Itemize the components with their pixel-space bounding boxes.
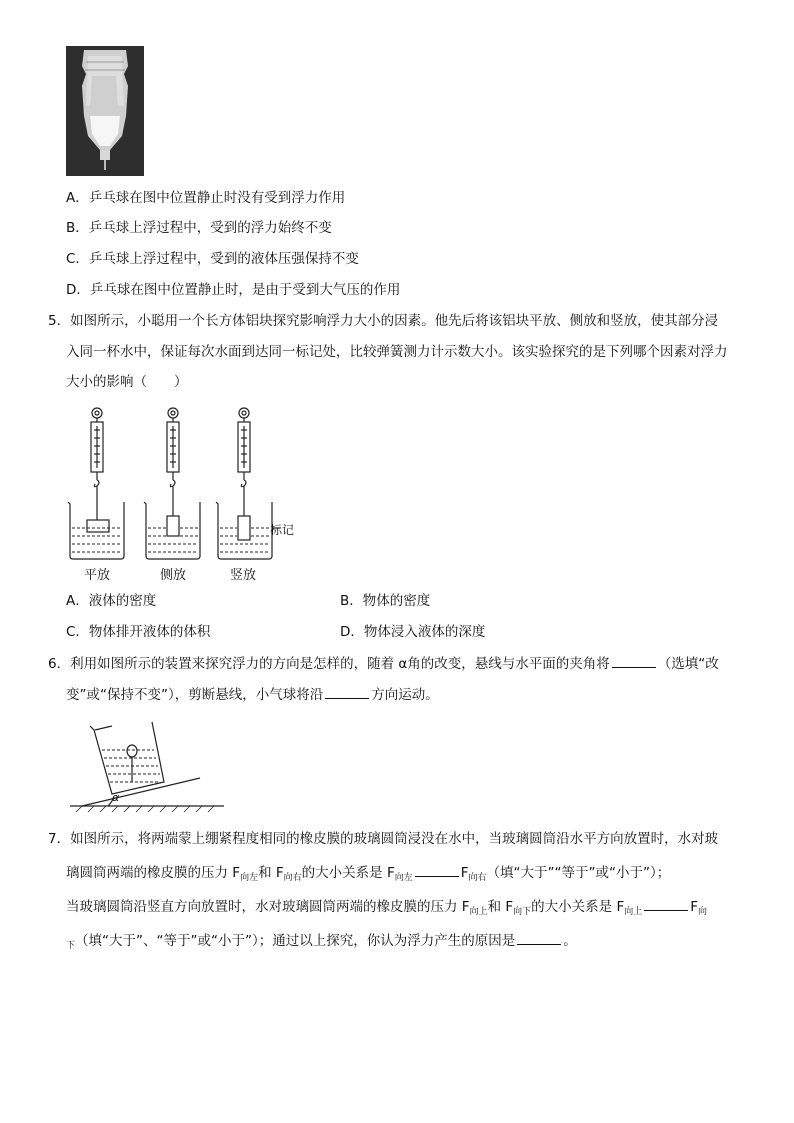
label-mark: 标记 [270,523,295,537]
q7-stem-line1: 7．如图所示，将两端蒙上绷紧程度相同的橡皮膜的玻璃圆筒浸没在水中，当玻璃圆筒沿水平方向放置时，水对玻 [48,831,719,847]
bottle-photo [66,46,144,176]
q6-stem-line2: 变”或“保持不变”），剪断悬线，小气球将沿 方向运动。 [66,684,439,705]
q4-option-b: B．乒乓球上浮过程中，受到的浮力始终不变 [66,220,332,236]
tilted-beaker-figure [68,718,228,814]
angle-label: α [112,791,120,804]
q5-option-a: A．液体的密度 [66,593,157,609]
label-vertical: 竖放 [230,568,257,583]
q7-stem-line3: 当玻璃圆筒沿竖直方向放置时，水对玻璃圆筒两端的橡皮膜的压力 $F_{向上}$和 $F_{向下}$的大小关系是 $F_{向上}$ $F_向$ [66,896,707,922]
q6-stem-line1: 6．利用如图所示的装置来探究浮力的方向是怎样的，随着 α角的改变，悬线与水平面的夹角将 （选填“改 [48,653,719,674]
q5-stem-line1: 5．如图所示，小聪用一个长方体铝块探究影响浮力大小的因素。他先后将该铝块平放、侧放和竖放，使其部分浸 [48,313,719,329]
q6-blank-1[interactable] [612,653,656,668]
q7-stem-line2: 璃圆筒两端的橡皮膜的压力 $F_{向左}$和 $F_{向右}$的大小关系是 $F_{向左}$ $F_{向右}$（填“大于”“等于”或“小于”）； [66,862,670,888]
q5-option-c: C．物体排开液体的体积 [66,624,211,640]
q4-option-d: D．乒乓球在图中位置静止时，是由于受到大气压的作用 [66,282,401,298]
q7-blank-3[interactable] [517,930,561,945]
q5-stem-line3: 大小的影响（ ） [66,374,188,390]
q7-blank-1[interactable] [415,862,459,877]
q4-option-a: A．乒乓球在图中位置静止时没有受到浮力作用 [66,190,346,206]
q7-blank-2[interactable] [644,896,688,911]
spring-scale-figure [62,404,302,586]
q5-option-b: B．物体的密度 [340,593,431,609]
label-side: 侧放 [160,568,187,583]
q4-option-c: C．乒乓球上浮过程中，受到的液体压强保持不变 [66,251,359,267]
q7-stem-line4: $_下$（填“大于”、“等于”或“小于”）；通过以上探究，你认为浮力产生的原因是 。 [66,930,577,956]
label-flat: 平放 [84,568,111,583]
q5-option-d: D．物体浸入液体的深度 [340,624,486,640]
q6-blank-2[interactable] [325,684,369,699]
q5-stem-line2: 入同一杯水中，保证每次水面到达同一标记处，比较弹簧测力计示数大小。该实验探究的是下列哪个因素对浮力 [66,344,728,360]
